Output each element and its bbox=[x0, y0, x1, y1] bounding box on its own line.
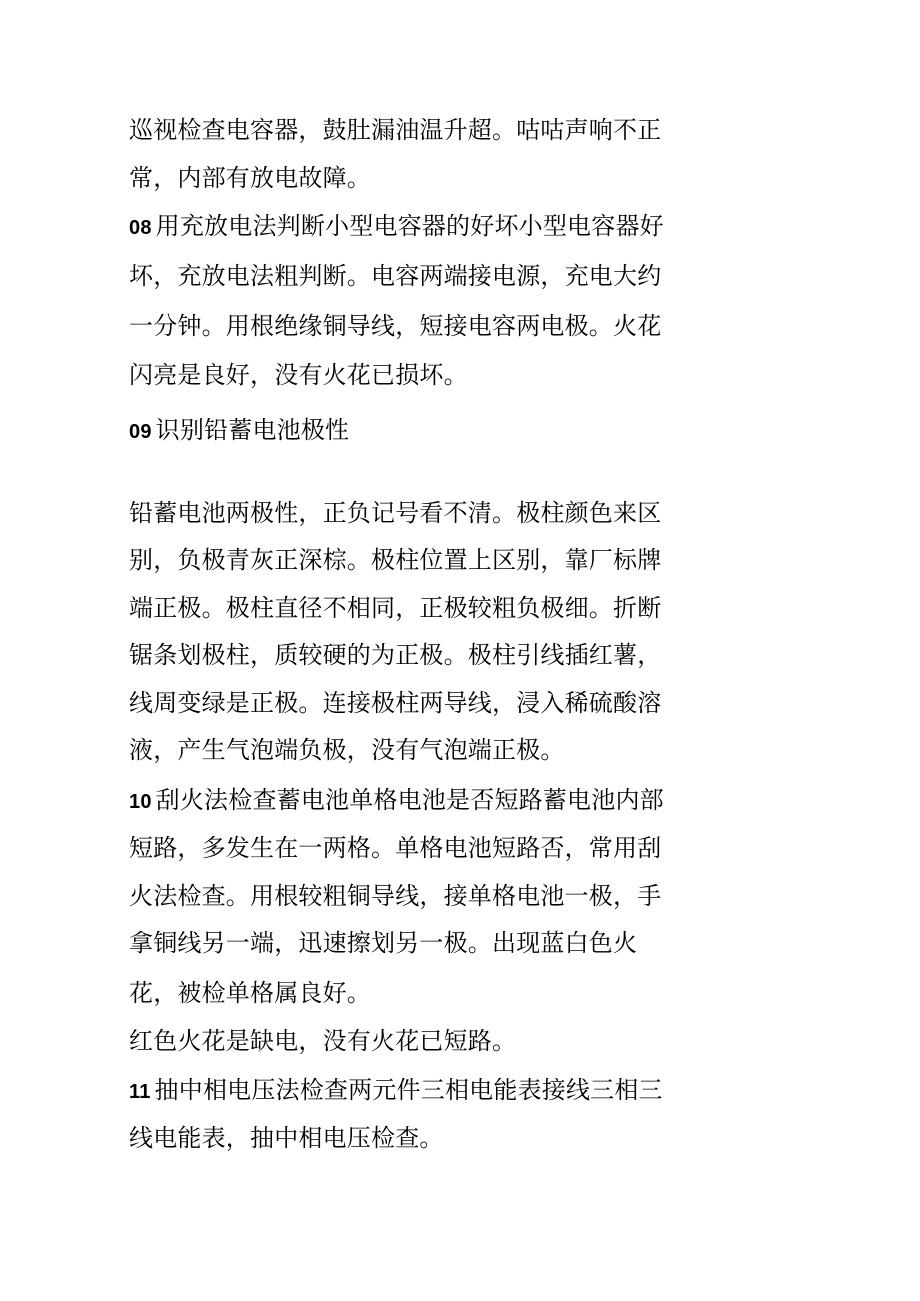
paragraph-line: 端正极。极柱直径不相同，正极较粗负极细。折断 bbox=[129, 594, 662, 622]
paragraph-line: 线电能表，抽中相电压检查。 bbox=[129, 1124, 444, 1152]
section-number: 09 bbox=[129, 421, 152, 443]
paragraph-text: 抽中相电压法检查两元件三相电能表接线三相三 bbox=[154, 1076, 663, 1104]
paragraph-line: 线周变绿是正极。连接极柱两导线，浸入稀硫酸溶 bbox=[129, 689, 662, 717]
paragraph-line: 火法检查。用根较粗铜导线，接单格电池一极，手 bbox=[129, 882, 662, 910]
section-heading-line bbox=[129, 206, 664, 246]
section-number: 11 bbox=[129, 1081, 151, 1103]
section-heading-line bbox=[129, 780, 664, 820]
section-heading-line bbox=[129, 1070, 663, 1110]
paragraph-line: 巡视检查电容器，鼓肚漏油温升超。咕咕声响不正 bbox=[129, 116, 662, 144]
section-number: 08 bbox=[129, 217, 152, 239]
paragraph-line: 花，被检单格属良好。 bbox=[129, 979, 371, 1007]
section-title: 识别铅蓄电池极性 bbox=[155, 416, 350, 444]
section-heading-line bbox=[129, 410, 349, 450]
paragraph-line: 一分钟。用根绝缘铜导线，短接电容两电极。火花 bbox=[129, 312, 662, 340]
paragraph-line: 别，负极青灰正深棕。极柱位置上区别，靠厂标牌 bbox=[129, 546, 662, 574]
paragraph-line: 锯条划极柱，质较硬的为正极。极柱引线插红薯， bbox=[129, 641, 662, 669]
paragraph-line: 红色火花是缺电，没有火花已短路。 bbox=[129, 1027, 517, 1055]
paragraph-text: 刮火法检查蓄电池单格电池是否短路蓄电池内部 bbox=[155, 786, 664, 814]
paragraph-line: 拿铜线另一端，迅速擦划另一极。出现蓝白色火 bbox=[129, 929, 638, 957]
section-number: 10 bbox=[129, 791, 152, 813]
paragraph-line: 坏，充放电法粗判断。电容两端接电源，充电大约 bbox=[129, 262, 662, 290]
paragraph-line: 闪亮是良好，没有火花已损坏。 bbox=[129, 361, 468, 389]
paragraph-line: 常，内部有放电故障。 bbox=[129, 164, 371, 192]
paragraph-line: 铅蓄电池两极性，正负记号看不清。极柱颜色来区 bbox=[129, 499, 662, 527]
paragraph-line: 短路，多发生在一两格。单格电池短路否，常用刮 bbox=[129, 834, 662, 862]
paragraph-line: 液，产生气泡端负极，没有气泡端正极。 bbox=[129, 736, 565, 764]
paragraph-text: 用充放电法判断小型电容器的好坏小型电容器好 bbox=[155, 212, 664, 240]
